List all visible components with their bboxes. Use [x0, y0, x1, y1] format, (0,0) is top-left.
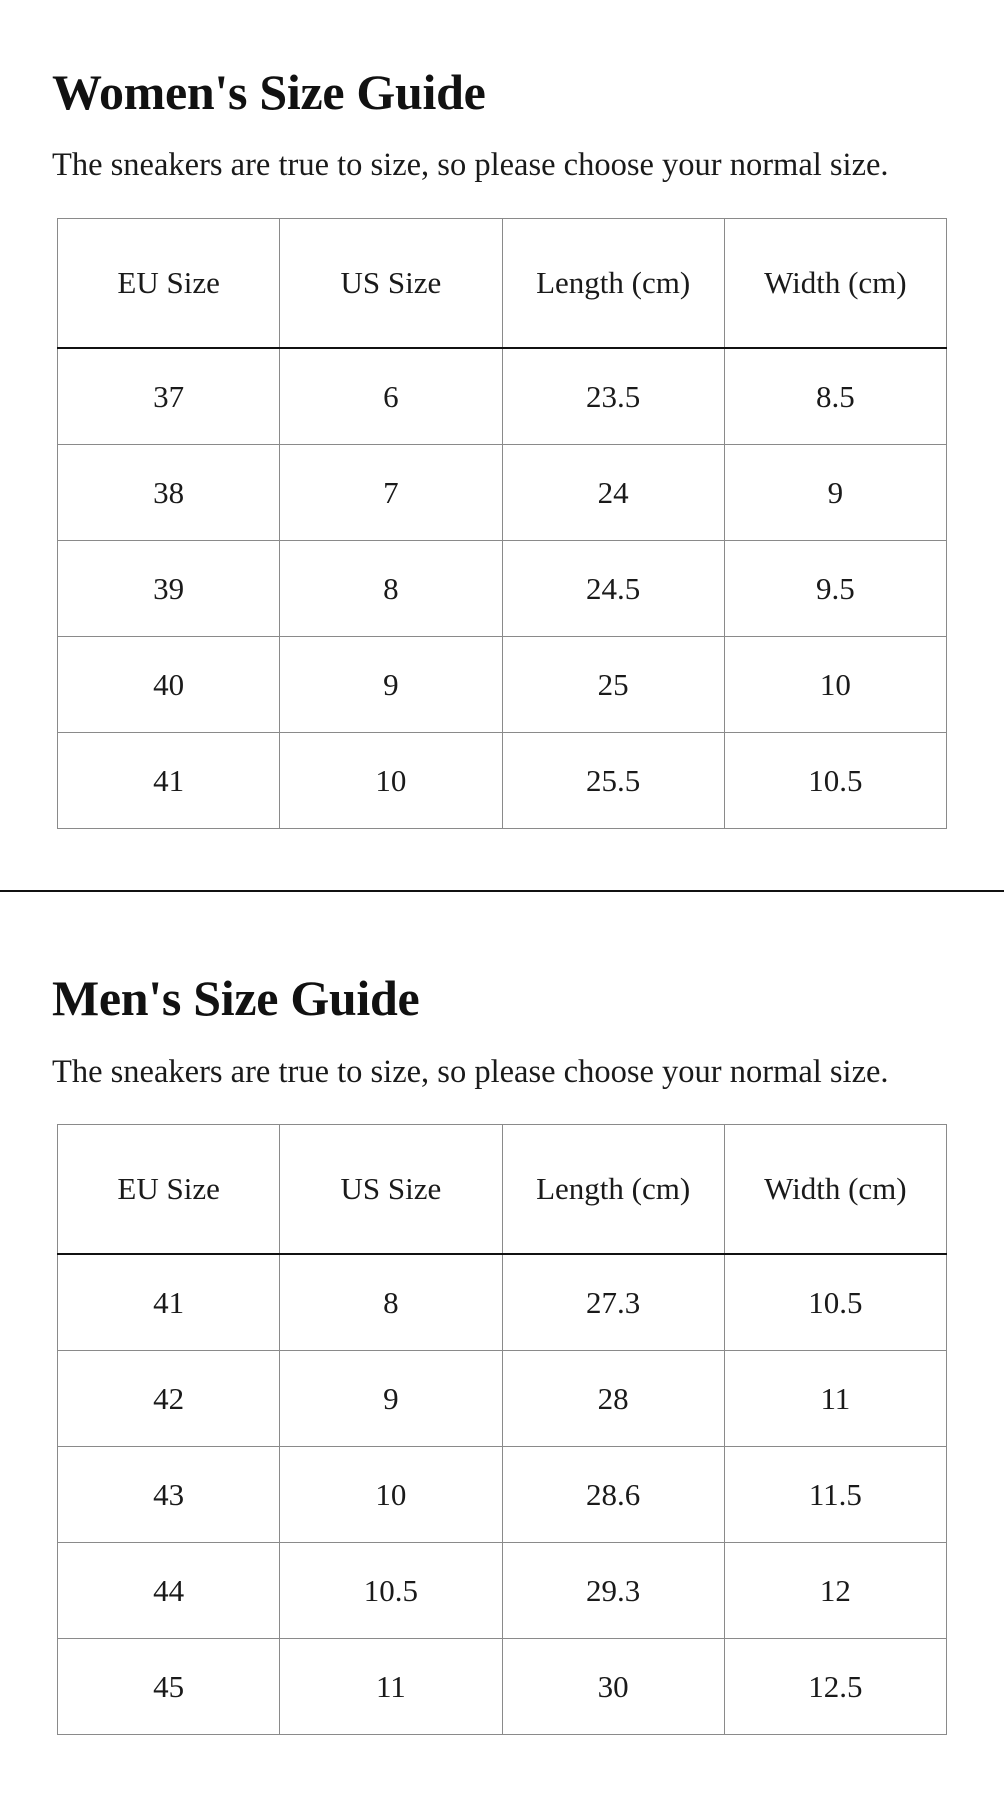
length-cell: 24.5 — [502, 541, 724, 637]
eu-size-cell: 40 — [58, 637, 280, 733]
table-row — [58, 1351, 947, 1447]
us-size-cell: 10 — [280, 1447, 502, 1543]
width-cell: 11 — [724, 1351, 946, 1447]
width-cell: 10.5 — [724, 1254, 946, 1351]
us-size-cell: 11 — [280, 1639, 502, 1735]
womens-size-guide-title: Women's Size Guide — [52, 64, 486, 120]
us-size-cell: 8 — [280, 541, 502, 637]
table-row — [58, 637, 947, 733]
mens-size-table — [57, 1124, 947, 1735]
eu-size-cell: 37 — [58, 348, 280, 445]
width-cell: 8.5 — [724, 348, 946, 445]
mens-size-guide-title: Men's Size Guide — [52, 970, 420, 1026]
us-size-cell: 8 — [280, 1254, 502, 1351]
column-header-eu-size: EU Size — [58, 1125, 280, 1255]
width-cell: 11.5 — [724, 1447, 946, 1543]
table-row — [58, 1447, 947, 1543]
width-cell: 9 — [724, 445, 946, 541]
table-row — [58, 445, 947, 541]
width-cell: 10.5 — [724, 733, 946, 829]
length-cell: 29.3 — [502, 1543, 724, 1639]
length-cell: 25.5 — [502, 733, 724, 829]
eu-size-cell: 45 — [58, 1639, 280, 1735]
womens-size-guide-subtitle: The sneakers are true to size, so please choose your normal size. — [52, 147, 889, 183]
width-cell: 12.5 — [724, 1639, 946, 1735]
table-row — [58, 348, 947, 445]
width-cell: 12 — [724, 1543, 946, 1639]
us-size-cell: 9 — [280, 1351, 502, 1447]
column-header-length: Length (cm) — [502, 1125, 724, 1255]
column-header-length: Length (cm) — [502, 219, 724, 349]
eu-size-cell: 39 — [58, 541, 280, 637]
column-header-us-size: US Size — [280, 219, 502, 349]
length-cell: 30 — [502, 1639, 724, 1735]
length-cell: 28 — [502, 1351, 724, 1447]
eu-size-cell: 41 — [58, 733, 280, 829]
us-size-cell: 7 — [280, 445, 502, 541]
width-cell: 10 — [724, 637, 946, 733]
eu-size-cell: 44 — [58, 1543, 280, 1639]
length-cell: 24 — [502, 445, 724, 541]
table-row — [58, 1639, 947, 1735]
us-size-cell: 9 — [280, 637, 502, 733]
table-row — [58, 1254, 947, 1351]
eu-size-cell: 43 — [58, 1447, 280, 1543]
womens-size-table — [57, 218, 947, 829]
us-size-cell: 10 — [280, 733, 502, 829]
eu-size-cell: 38 — [58, 445, 280, 541]
table-row — [58, 733, 947, 829]
eu-size-cell: 42 — [58, 1351, 280, 1447]
mens-size-guide-section — [0, 892, 1004, 1800]
column-header-us-size: US Size — [280, 1125, 502, 1255]
mens-size-guide-subtitle: The sneakers are true to size, so please choose your normal size. — [52, 1054, 889, 1090]
width-cell: 9.5 — [724, 541, 946, 637]
us-size-cell: 6 — [280, 348, 502, 445]
length-cell: 28.6 — [502, 1447, 724, 1543]
column-header-eu-size: EU Size — [58, 219, 280, 349]
length-cell: 25 — [502, 637, 724, 733]
length-cell: 23.5 — [502, 348, 724, 445]
us-size-cell: 10.5 — [280, 1543, 502, 1639]
table-header-row — [58, 219, 947, 349]
column-header-width: Width (cm) — [724, 219, 946, 349]
womens-size-guide-section — [0, 0, 1004, 892]
table-row — [58, 541, 947, 637]
column-header-width: Width (cm) — [724, 1125, 946, 1255]
table-row — [58, 1543, 947, 1639]
eu-size-cell: 41 — [58, 1254, 280, 1351]
table-header-row — [58, 1125, 947, 1255]
length-cell: 27.3 — [502, 1254, 724, 1351]
